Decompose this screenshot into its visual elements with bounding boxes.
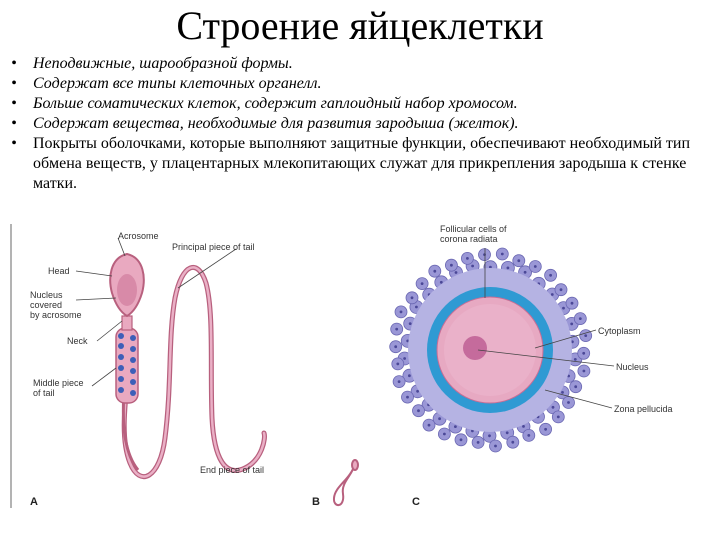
bullet-text: Покрыты оболочками, которые выполняют защитные функции, обеспечивают необходимый тип обмена веществ, у плацентарных млекопитающих служат для прикрепления зародыша к стенке матки. bbox=[33, 135, 691, 192]
corona-cell-nucleus bbox=[417, 409, 420, 412]
corona-cell-nucleus bbox=[561, 391, 564, 394]
corona-cell-nucleus bbox=[507, 267, 510, 270]
egg-diagram bbox=[390, 248, 614, 452]
corona-cell-nucleus bbox=[511, 441, 514, 444]
cell-illustration bbox=[0, 218, 720, 540]
corona-cell-nucleus bbox=[403, 357, 406, 360]
corona-cell-nucleus bbox=[409, 322, 412, 325]
corona-cell-nucleus bbox=[454, 425, 457, 428]
bullet-text: Больше соматических клеток, содержит гаплоидный набор хромосом. bbox=[33, 95, 518, 112]
bullet-text: Неподвижные, шарообразной формы. bbox=[33, 55, 293, 72]
bullet-list bbox=[8, 54, 708, 194]
corona-cell-nucleus bbox=[411, 296, 414, 299]
sperm-diagram bbox=[76, 238, 264, 477]
bullet-item bbox=[8, 134, 708, 194]
label-head: Head bbox=[48, 266, 70, 276]
corona-cell-nucleus bbox=[396, 363, 399, 366]
label-nucleus-line2: covered bbox=[30, 300, 63, 310]
panel-letter-c: C bbox=[412, 496, 420, 508]
sperm-tail bbox=[124, 267, 264, 476]
corona-cell-nucleus bbox=[522, 425, 525, 428]
corona-cell-nucleus bbox=[517, 259, 520, 262]
bullet-dot: • bbox=[11, 75, 17, 92]
label-principal-piece: Principal piece of tail bbox=[172, 242, 255, 252]
corona-cell-nucleus bbox=[527, 434, 530, 437]
corona-cell-nucleus bbox=[443, 433, 446, 436]
label-nucleus-line3: by acrosome bbox=[30, 310, 82, 320]
corona-cell-nucleus bbox=[552, 406, 555, 409]
label-nucleus: Nucleus bbox=[616, 362, 649, 372]
bullet-dot: • bbox=[11, 115, 17, 132]
panel-letter-a: A bbox=[30, 496, 38, 508]
label-middle-piece-line1: Middle piece bbox=[33, 378, 84, 388]
corona-cell-nucleus bbox=[494, 445, 497, 448]
bullet-text: Содержат вещества, необходимые для развития зародыша (желток). bbox=[33, 115, 519, 132]
corona-cell-nucleus bbox=[582, 352, 585, 355]
corona-cell-nucleus bbox=[428, 424, 431, 427]
corona-cell-nucleus bbox=[574, 385, 577, 388]
corona-cell-nucleus bbox=[406, 396, 409, 399]
bullet-dot: • bbox=[11, 135, 17, 152]
label-middle-piece-line2: of tail bbox=[33, 388, 55, 398]
corona-cell-nucleus bbox=[557, 416, 560, 419]
bullet-item bbox=[8, 114, 708, 134]
corona-cell-nucleus bbox=[466, 257, 469, 260]
bullet-item bbox=[8, 74, 708, 94]
bullet-dot: • bbox=[11, 95, 17, 112]
corona-cell-nucleus bbox=[544, 428, 547, 431]
corona-cell-nucleus bbox=[571, 302, 574, 305]
corona-cell-nucleus bbox=[395, 328, 398, 331]
corona-cell-nucleus bbox=[398, 380, 401, 383]
corona-cell-nucleus bbox=[477, 441, 480, 444]
label-cytoplasm: Cytoplasm bbox=[598, 326, 641, 336]
corona-cell-nucleus bbox=[421, 282, 424, 285]
corona-cell-nucleus bbox=[562, 307, 565, 310]
corona-cell-nucleus bbox=[574, 358, 577, 361]
panel-letter-b: B bbox=[312, 496, 320, 508]
corona-cell-nucleus bbox=[416, 390, 419, 393]
corona-cell-nucleus bbox=[567, 401, 570, 404]
label-nucleus-line1: Nucleus bbox=[30, 290, 63, 300]
corona-cell-nucleus bbox=[415, 306, 418, 309]
corona-cell-nucleus bbox=[450, 264, 453, 267]
corona-cell-nucleus bbox=[549, 274, 552, 277]
egg-nucleus bbox=[463, 336, 487, 360]
corona-cell-nucleus bbox=[438, 417, 441, 420]
label-end-piece: End piece of tail bbox=[200, 465, 265, 475]
label-follicular-line2: corona radiata bbox=[440, 234, 498, 244]
bullet-text: Содержат все типы клеточных органелл. bbox=[33, 75, 322, 92]
corona-cell-nucleus bbox=[440, 281, 443, 284]
bullet-item bbox=[8, 54, 708, 74]
corona-cell-nucleus bbox=[560, 288, 563, 291]
corona-cell-nucleus bbox=[408, 374, 411, 377]
corona-cell-nucleus bbox=[471, 265, 474, 268]
corona-cell-nucleus bbox=[579, 317, 582, 320]
label-neck: Neck bbox=[67, 336, 88, 346]
label-follicular-line1: Follicular cells of bbox=[440, 224, 507, 234]
corona-cell-nucleus bbox=[501, 253, 504, 256]
small-sperm-diagram bbox=[334, 460, 358, 505]
corona-cell-nucleus bbox=[534, 265, 537, 268]
corona-cell-nucleus bbox=[570, 323, 573, 326]
label-acrosome: Acrosome bbox=[118, 231, 159, 241]
corona-cell-nucleus bbox=[524, 271, 527, 274]
corona-cell-nucleus bbox=[455, 271, 458, 274]
slide-title: Строение яйцеклетки bbox=[176, 3, 544, 48]
corona-cell-nucleus bbox=[460, 438, 463, 441]
illustration-svg bbox=[0, 218, 720, 540]
corona-cell-nucleus bbox=[506, 431, 509, 434]
corona-cell-nucleus bbox=[584, 334, 587, 337]
corona-cell-nucleus bbox=[433, 270, 436, 273]
corona-cell-nucleus bbox=[583, 370, 586, 373]
label-zona-pellucida: Zona pellucida bbox=[614, 404, 673, 414]
corona-cell-nucleus bbox=[551, 293, 554, 296]
corona-cell-nucleus bbox=[394, 345, 397, 348]
bullet-item bbox=[8, 94, 708, 114]
corona-cell-nucleus bbox=[483, 253, 486, 256]
bullet-dot: • bbox=[11, 55, 17, 72]
corona-cell-nucleus bbox=[488, 434, 491, 437]
corona-cell-nucleus bbox=[400, 311, 403, 314]
